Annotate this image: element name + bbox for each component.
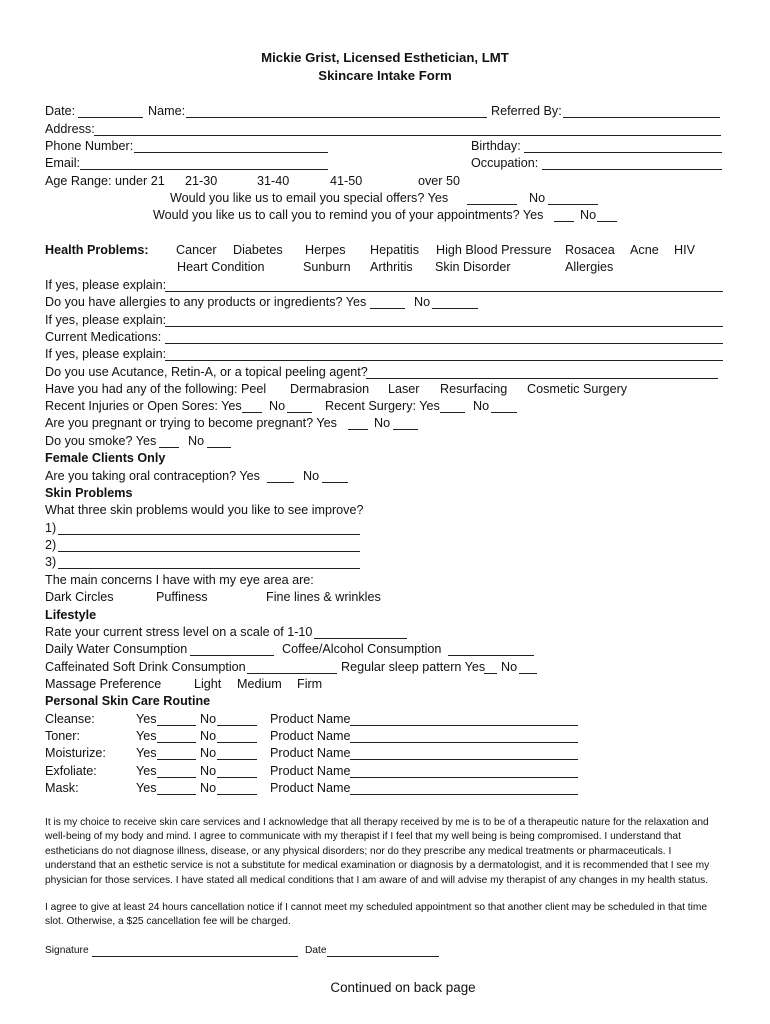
routine-yes-label: Yes	[136, 764, 157, 778]
sleep-no-field[interactable]	[519, 673, 537, 674]
routine-label: Mask:	[45, 781, 79, 795]
health-option[interactable]: Skin Disorder	[435, 260, 511, 274]
email-offers-question: Would you like us to email you special offers? Yes	[170, 191, 449, 205]
explain-field[interactable]	[165, 326, 723, 327]
address-label: Address:	[45, 122, 95, 136]
smoke-no-field[interactable]	[207, 447, 231, 448]
explain-label: If yes, please explain:	[45, 347, 167, 361]
contraception-question: Are you taking oral contraception? Yes	[45, 469, 260, 483]
routine-heading: Personal Skin Care Routine	[45, 694, 211, 708]
routine-no-label: No	[200, 729, 217, 743]
referred-by-label: Referred By:	[491, 104, 562, 118]
routine-yes-field[interactable]	[157, 777, 196, 778]
injuries-yes-field[interactable]	[242, 412, 262, 413]
birthday-label: Birthday:	[471, 139, 521, 153]
health-option[interactable]: Heart Condition	[177, 260, 265, 274]
procedure-option[interactable]: Resurfacing	[440, 382, 508, 396]
procedures-question: Have you had any of the following: Peel	[45, 382, 267, 396]
eye-area-option[interactable]: Puffiness	[156, 590, 208, 604]
allergies-yes-field[interactable]	[370, 308, 405, 309]
contraception-no-label: No	[303, 469, 320, 483]
soda-question: Caffeinated Soft Drink Consumption	[45, 660, 246, 674]
soda-field[interactable]	[247, 673, 337, 674]
routine-no-label: No	[200, 712, 217, 726]
water-question: Daily Water Consumption	[45, 642, 188, 656]
contraception-yes-field[interactable]	[267, 482, 294, 483]
procedure-option[interactable]: Laser	[388, 382, 420, 396]
routine-yes-label: Yes	[136, 781, 157, 795]
sleep-yes-field[interactable]	[484, 673, 497, 674]
health-option[interactable]: High Blood Pressure	[436, 243, 552, 257]
routine-label: Moisturize:	[45, 746, 106, 760]
call-remind-no-label: No	[580, 208, 597, 222]
routine-yes-field[interactable]	[157, 794, 196, 795]
occupation-field[interactable]	[542, 169, 722, 170]
routine-product-field[interactable]	[350, 725, 578, 726]
skin-problem-field[interactable]	[58, 551, 360, 552]
referred-by-field[interactable]	[563, 117, 720, 118]
signature-field[interactable]	[92, 956, 298, 957]
age-option[interactable]: 21-30	[185, 174, 218, 188]
skin-problem-field[interactable]	[58, 568, 360, 569]
routine-no-field[interactable]	[217, 794, 257, 795]
address-field[interactable]	[94, 135, 721, 136]
procedure-option[interactable]: Cosmetic Surgery	[527, 382, 628, 396]
cancellation-paragraph: I agree to give at least 24 hours cancellation notice if I cannot meet my scheduled appointment so that another client may be scheduled in that time slot. Otherwise, a $25 cancellation fee will be charged.	[45, 902, 708, 928]
skin-problem-number: 2)	[45, 538, 57, 552]
massage-option[interactable]: Light	[194, 677, 222, 691]
health-option[interactable]: Allergies	[565, 260, 614, 274]
routine-no-field[interactable]	[217, 759, 257, 760]
pregnant-yes-field[interactable]	[348, 429, 368, 430]
email-field[interactable]	[80, 169, 328, 170]
coffee-question: Coffee/Alcohol Consumption	[282, 642, 442, 656]
routine-yes-label: Yes	[136, 712, 157, 726]
email-offers-no-field[interactable]	[548, 204, 598, 205]
name-field[interactable]	[186, 117, 487, 118]
smoke-yes-field[interactable]	[159, 447, 179, 448]
skin-problem-number: 1)	[45, 521, 57, 535]
pregnant-no-label: No	[374, 416, 391, 430]
explain-label: If yes, please explain:	[45, 278, 167, 292]
lifestyle-heading: Lifestyle	[45, 608, 97, 622]
name-label: Name:	[148, 104, 186, 118]
age-option[interactable]: 41-50	[330, 174, 363, 188]
routine-product-label: Product Name	[270, 764, 351, 778]
coffee-field[interactable]	[448, 655, 534, 656]
explain-field[interactable]	[165, 360, 723, 361]
health-problems-label: Health Problems:	[45, 243, 149, 257]
injuries-no-field[interactable]	[287, 412, 312, 413]
continued-note: Continued on back page	[330, 980, 476, 995]
consent-paragraph: It is my choice to receive skin care services and I acknowledge that all therapy received by me is to be of a therapeutic nature for the relaxation and well-being of my body and mind. I agree to communicate with my therapist if I feel that my well being is being compromised. I understand that estheticians do not diagnose illness, disease, or any physical disorders; nor do they prescribe any medical treatments or pharmaceuticals. I understand that an esthetic service is not a substitute for medical examination or diagnosis by a dermatologist, and it is recommended that I see my physician for those services. I have stated all medical conditions that I am aware of and will advise my therapist of any changes in my health status.	[45, 817, 710, 886]
medications-label: Current Medications:	[45, 330, 162, 344]
health-option[interactable]: Rosacea	[565, 243, 615, 257]
eye-area-option[interactable]: Fine lines & wrinkles	[266, 590, 381, 604]
signature-label: Signature	[45, 945, 89, 956]
occupation-label: Occupation:	[471, 156, 539, 170]
routine-yes-label: Yes	[136, 746, 157, 760]
allergies-question: Do you have allergies to any products or ingredients? Yes	[45, 295, 367, 309]
pregnant-no-field[interactable]	[393, 429, 418, 430]
routine-no-field[interactable]	[217, 725, 257, 726]
form-subtitle: Skincare Intake Form	[318, 68, 452, 83]
sleep-question: Regular sleep pattern Yes	[341, 660, 486, 674]
routine-no-field[interactable]	[217, 777, 257, 778]
skin-problems-question: What three skin problems would you like to see improve?	[45, 503, 364, 517]
pregnant-question: Are you pregnant or trying to become pregnant? Yes	[45, 416, 337, 430]
water-field[interactable]	[190, 655, 274, 656]
signature-date-label: Date	[305, 945, 327, 956]
skin-problem-field[interactable]	[58, 534, 360, 535]
email-offers-no-label: No	[529, 191, 546, 205]
date-field[interactable]	[78, 117, 143, 118]
age-range-label: Age Range: under 21	[45, 174, 165, 188]
health-option[interactable]: Herpes	[305, 243, 346, 257]
female-clients-heading: Female Clients Only	[45, 451, 166, 465]
sleep-no-label: No	[501, 660, 518, 674]
skin-problem-number: 3)	[45, 555, 57, 569]
injuries-no-label: No	[269, 399, 286, 413]
routine-product-field[interactable]	[350, 794, 578, 795]
routine-product-field[interactable]	[350, 777, 578, 778]
eye-area-option[interactable]: Dark Circles	[45, 590, 114, 604]
email-offers-yes-field[interactable]	[467, 204, 517, 205]
routine-no-label: No	[200, 746, 217, 760]
procedure-option[interactable]: Dermabrasion	[290, 382, 370, 396]
call-remind-no-field[interactable]	[597, 221, 617, 222]
routine-product-field[interactable]	[350, 759, 578, 760]
routine-product-field[interactable]	[350, 742, 578, 743]
routine-yes-field[interactable]	[157, 725, 196, 726]
acutane-question: Do you use Acutance, Retin-A, or a topical peeling agent?	[45, 365, 368, 379]
stress-question: Rate your current stress level on a scale of 1-10	[45, 625, 313, 639]
allergies-no-field[interactable]	[432, 308, 478, 309]
massage-label: Massage Preference	[45, 677, 162, 691]
routine-label: Toner:	[45, 729, 81, 743]
age-option[interactable]: over 50	[418, 174, 461, 188]
massage-option[interactable]: Firm	[297, 677, 323, 691]
allergies-no-label: No	[414, 295, 431, 309]
surgery-no-label: No	[473, 399, 490, 413]
routine-product-label: Product Name	[270, 746, 351, 760]
email-label: Email:	[45, 156, 80, 170]
massage-option[interactable]: Medium	[237, 677, 282, 691]
eye-area-question: The main concerns I have with my eye area are:	[45, 573, 314, 587]
routine-label: Cleanse:	[45, 712, 95, 726]
routine-no-label: No	[200, 764, 217, 778]
routine-label: Exfoliate:	[45, 764, 97, 778]
signature-date-field[interactable]	[327, 956, 439, 957]
routine-no-label: No	[200, 781, 217, 795]
form-title: Mickie Grist, Licensed Esthetician, LMT	[261, 50, 509, 65]
routine-product-label: Product Name	[270, 712, 351, 726]
smoke-no-label: No	[188, 434, 205, 448]
acutane-field[interactable]	[366, 378, 718, 379]
routine-product-label: Product Name	[270, 729, 351, 743]
routine-product-label: Product Name	[270, 781, 351, 795]
surgery-question: Recent Surgery: Yes	[325, 399, 440, 413]
injuries-question: Recent Injuries or Open Sores: Yes	[45, 399, 242, 413]
medications-field[interactable]	[165, 343, 723, 344]
routine-no-field[interactable]	[217, 742, 257, 743]
phone-field[interactable]	[134, 152, 328, 153]
date-label: Date:	[45, 104, 76, 118]
stress-field[interactable]	[314, 638, 407, 639]
health-option[interactable]: Sunburn	[303, 260, 351, 274]
health-option[interactable]: Diabetes	[233, 243, 283, 257]
health-option[interactable]: Acne	[630, 243, 659, 257]
age-option[interactable]: 31-40	[257, 174, 290, 188]
health-option[interactable]: HIV	[674, 243, 695, 257]
routine-yes-field[interactable]	[157, 742, 196, 743]
health-option[interactable]: Hepatitis	[370, 243, 419, 257]
birthday-field[interactable]	[524, 152, 722, 153]
contraception-no-field[interactable]	[322, 482, 348, 483]
explain-field[interactable]	[165, 291, 723, 292]
call-remind-question: Would you like us to call you to remind you of your appointments? Yes	[153, 208, 544, 222]
health-option[interactable]: Cancer	[176, 243, 217, 257]
smoke-question: Do you smoke? Yes	[45, 434, 157, 448]
call-remind-yes-field[interactable]	[554, 221, 574, 222]
surgery-no-field[interactable]	[491, 412, 517, 413]
phone-label: Phone Number:	[45, 139, 134, 153]
health-option[interactable]: Arthritis	[370, 260, 413, 274]
skin-problems-heading: Skin Problems	[45, 486, 133, 500]
routine-yes-label: Yes	[136, 729, 157, 743]
explain-label: If yes, please explain:	[45, 313, 167, 327]
surgery-yes-field[interactable]	[440, 412, 465, 413]
routine-yes-field[interactable]	[157, 759, 196, 760]
